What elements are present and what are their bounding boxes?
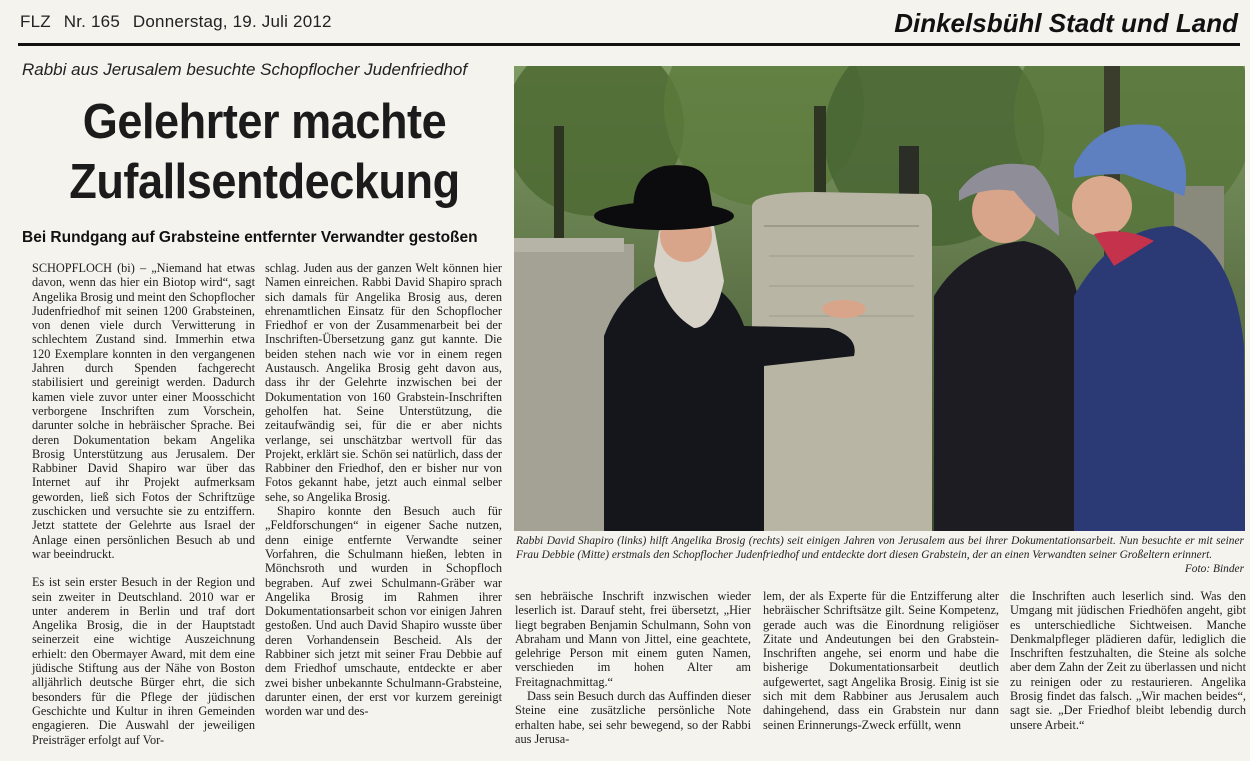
caption-text: Rabbi David Shapiro (links) hilft Angelika Brosig (rechts) seit einigen Jahren von Jerusalem aus bei ihrer Dokumentationsarbeit. Nun besuchte er mit seiner Frau Debbie (Mitte) erstmals den Schopflocher Judenfriedhof und entdeckte dort diesen Grabstein, der an einen Verwandten seiner Großeltern erinnert.: [516, 535, 1244, 561]
paper-name: FLZ: [20, 12, 51, 31]
header-rule: [18, 43, 1240, 46]
article-column-3: [515, 589, 751, 746]
paragraph: Es ist sein erster Besuch in der Region und sein zweiter in Deutschland. 2010 war er unter anderem in Berlin und traf dort Angelika Brosig, die in der Hauptstadt seinerzeit eine wichtige Auszeichnung erhielt: den Obermayer Award, mit dem eine jüdische Stiftung aus der Nähe von Boston alljährlich deutsche Bürger ehrt, die sich besonders für die Pflege der jüdischen Geschichte und Kultur in ihren Gemeinden engagieren. Die Auswahl der jeweiligen Preisträger erfolgt auf Vor-: [32, 575, 255, 747]
section-title: Dinkelsbühl Stadt und Land: [894, 8, 1238, 38]
paragraph: die Inschriften auch leserlich sind. Was den Umgang mit jüdischen Friedhöfen angeht, gibt es unterschiedliche Sichtweisen. Manche Denkmalpfleger plädieren dafür, lediglich die Inschriften festzuhalten, die Steine als solche aber dem Zahn der Zeit zu überlassen und nicht zu reinigen oder zu restaurieren. Angelika Brosig findet das falsch. „Wir machen beides“, sagt sie. „Der Friedhof bleibt lebendig durch unsere Arbeit.“: [1010, 589, 1246, 732]
article-subhead: Bei Rundgang auf Grabsteine entfernter Verwandter gestoßen: [22, 229, 478, 246]
article-column-1: [32, 261, 255, 747]
article-column-4: [763, 589, 999, 732]
article-kicker: Rabbi aus Jerusalem besuchte Schopflocher Judenfriedhof: [22, 60, 468, 79]
masthead-info: [20, 12, 340, 32]
paragraph: Shapiro konnte den Besuch auch für „Feldforschungen“ in eigener Sache nutzen, denn einige entfernte Verwandte seiner Vorfahren, die Schulmann hießen, lebten in Mönchsroth und wurden in Schopfloch begraben. Auf zwei Schulmann-Gräber war Angelika Brosig im Rahmen ihrer Dokumentationsarbeit schon vor einigen Jahren gestoßen. Und auch David Shapiro wusste über deren Vorhandensein Bescheid. Als der Rabbiner sich jetzt mit seiner Frau Debbie auf dem Friedhof umschaute, entdeckte er aber zwei bisher unbekannte Schulmann-Grabsteine, darunter einen, der erst vor kurzem gereinigt worden war und des-: [265, 504, 502, 719]
article-column-2: [265, 261, 502, 719]
paragraph: lem, der als Experte für die Entzifferung alter hebräischer Schriftsätze gilt. Seine Kompetenz, gerade auch was die Einordnung religiöser Zitate und Andeutungen bei den Grabstein-Inschriften angehe, sei enorm und habe die bisherige Dokumentationsarbeit deutlich aufgewertet, sagt Angelika Brosig. Einig ist sie sich mit dem Rabbiner aus Jerusalem auch dahingehend, dass ein Grabstein nur dann seinen Erinnerungs-Zweck erfüllt, wenn: [763, 589, 999, 732]
article-headline: [41, 92, 487, 212]
paragraph: SCHOPFLOCH (bi) – „Niemand hat etwas davon, wenn das hier ein Biotop wird“, sagt Angelika Brosig und meint den Schopflocher Judenfriedhof mit seinen 1200 Grabsteinen, von denen viele durch Verwitterung in schlechtem Zustand sind. Immerhin etwa 120 Exemplare konnten in den vergangenen Jahren durch Spenden fachgerecht stabilisiert und gereinigt werden. Dadurch kamen viele zuvor unter einer Moosschicht verborgene Inschriften zum Vorschein, darunter solche in hebräischer Sprache. Bei deren Dokumentation bekam Angelika Brosig Unterstützung aus Jerusalem. Der Rabbiner David Shapiro war über das Internet auf ihr Projekt aufmerksam geworden, ließ sich Fotos der Schriftzüge zuschicken und versuchte sie zu entziffern. Jetzt stattete der Gelehrte aus Israel der Anlage einen persönlichen Besuch ab und war beeindruckt.: [32, 261, 256, 561]
cemetery-photo-illustration: [514, 66, 1245, 531]
headline-line-2: Zufallsentdeckung: [69, 155, 460, 209]
issue-date: Donnerstag, 19. Juli 2012: [132, 12, 332, 31]
headline-line-1: Gelehrter machte: [82, 95, 447, 149]
photo-caption: [516, 535, 1244, 576]
paragraph: Dass sein Besuch durch das Auffinden dieser Steine eine zusätzliche persönliche Note erhalten habe, sei sehr bewegend, so der Rabbi aus Jerusa-: [515, 689, 751, 746]
photo-credit: Foto: Binder: [1184, 562, 1244, 575]
issue-number: Nr. 165: [63, 12, 120, 31]
article-photo: [514, 66, 1245, 531]
article-column-5: [1010, 589, 1246, 732]
paragraph: sen hebräische Inschrift inzwischen wieder leserlich ist. Darauf steht, frei übersetzt, „Hier liegt begraben Benjamin Schulmann, Sohn von Abraham und Mann von Jittel, eine geachtete, gelehrige Person mit einem guten Namen, verschieden im hohen Alter am Freitagnachmittag.“: [515, 589, 751, 689]
paragraph: schlag. Juden aus der ganzen Welt können hier Namen einreichen. Rabbi David Shapiro sprach sich damals für Angelika Brosig aus, deren ehrenamtlichen Einsatz für den Schopflocher Friedhof er von der Zusammenarbeit bei der Inschriften-Übersetzung ganz gut kannte. Die beiden stehen nach wie vor in einem regen Austausch. Angelika Brosig geht davon aus, dass ihr der Gelehrte inzwischen bei der Dokumentation von 160 Grabstein-Inschriften geholfen hat. Seine Unterstützung, die zeitaufwändig sei, für die er aber nichts verlange, sei unschätzbar wertvoll für das Projekt, erklärt sie. Schön sei natürlich, dass der Rabbiner den Friedhof, den er bisher nur von Fotos gekannt habe, jetzt auch einmal selber sehe, so Angelika Brosig.: [265, 261, 502, 504]
